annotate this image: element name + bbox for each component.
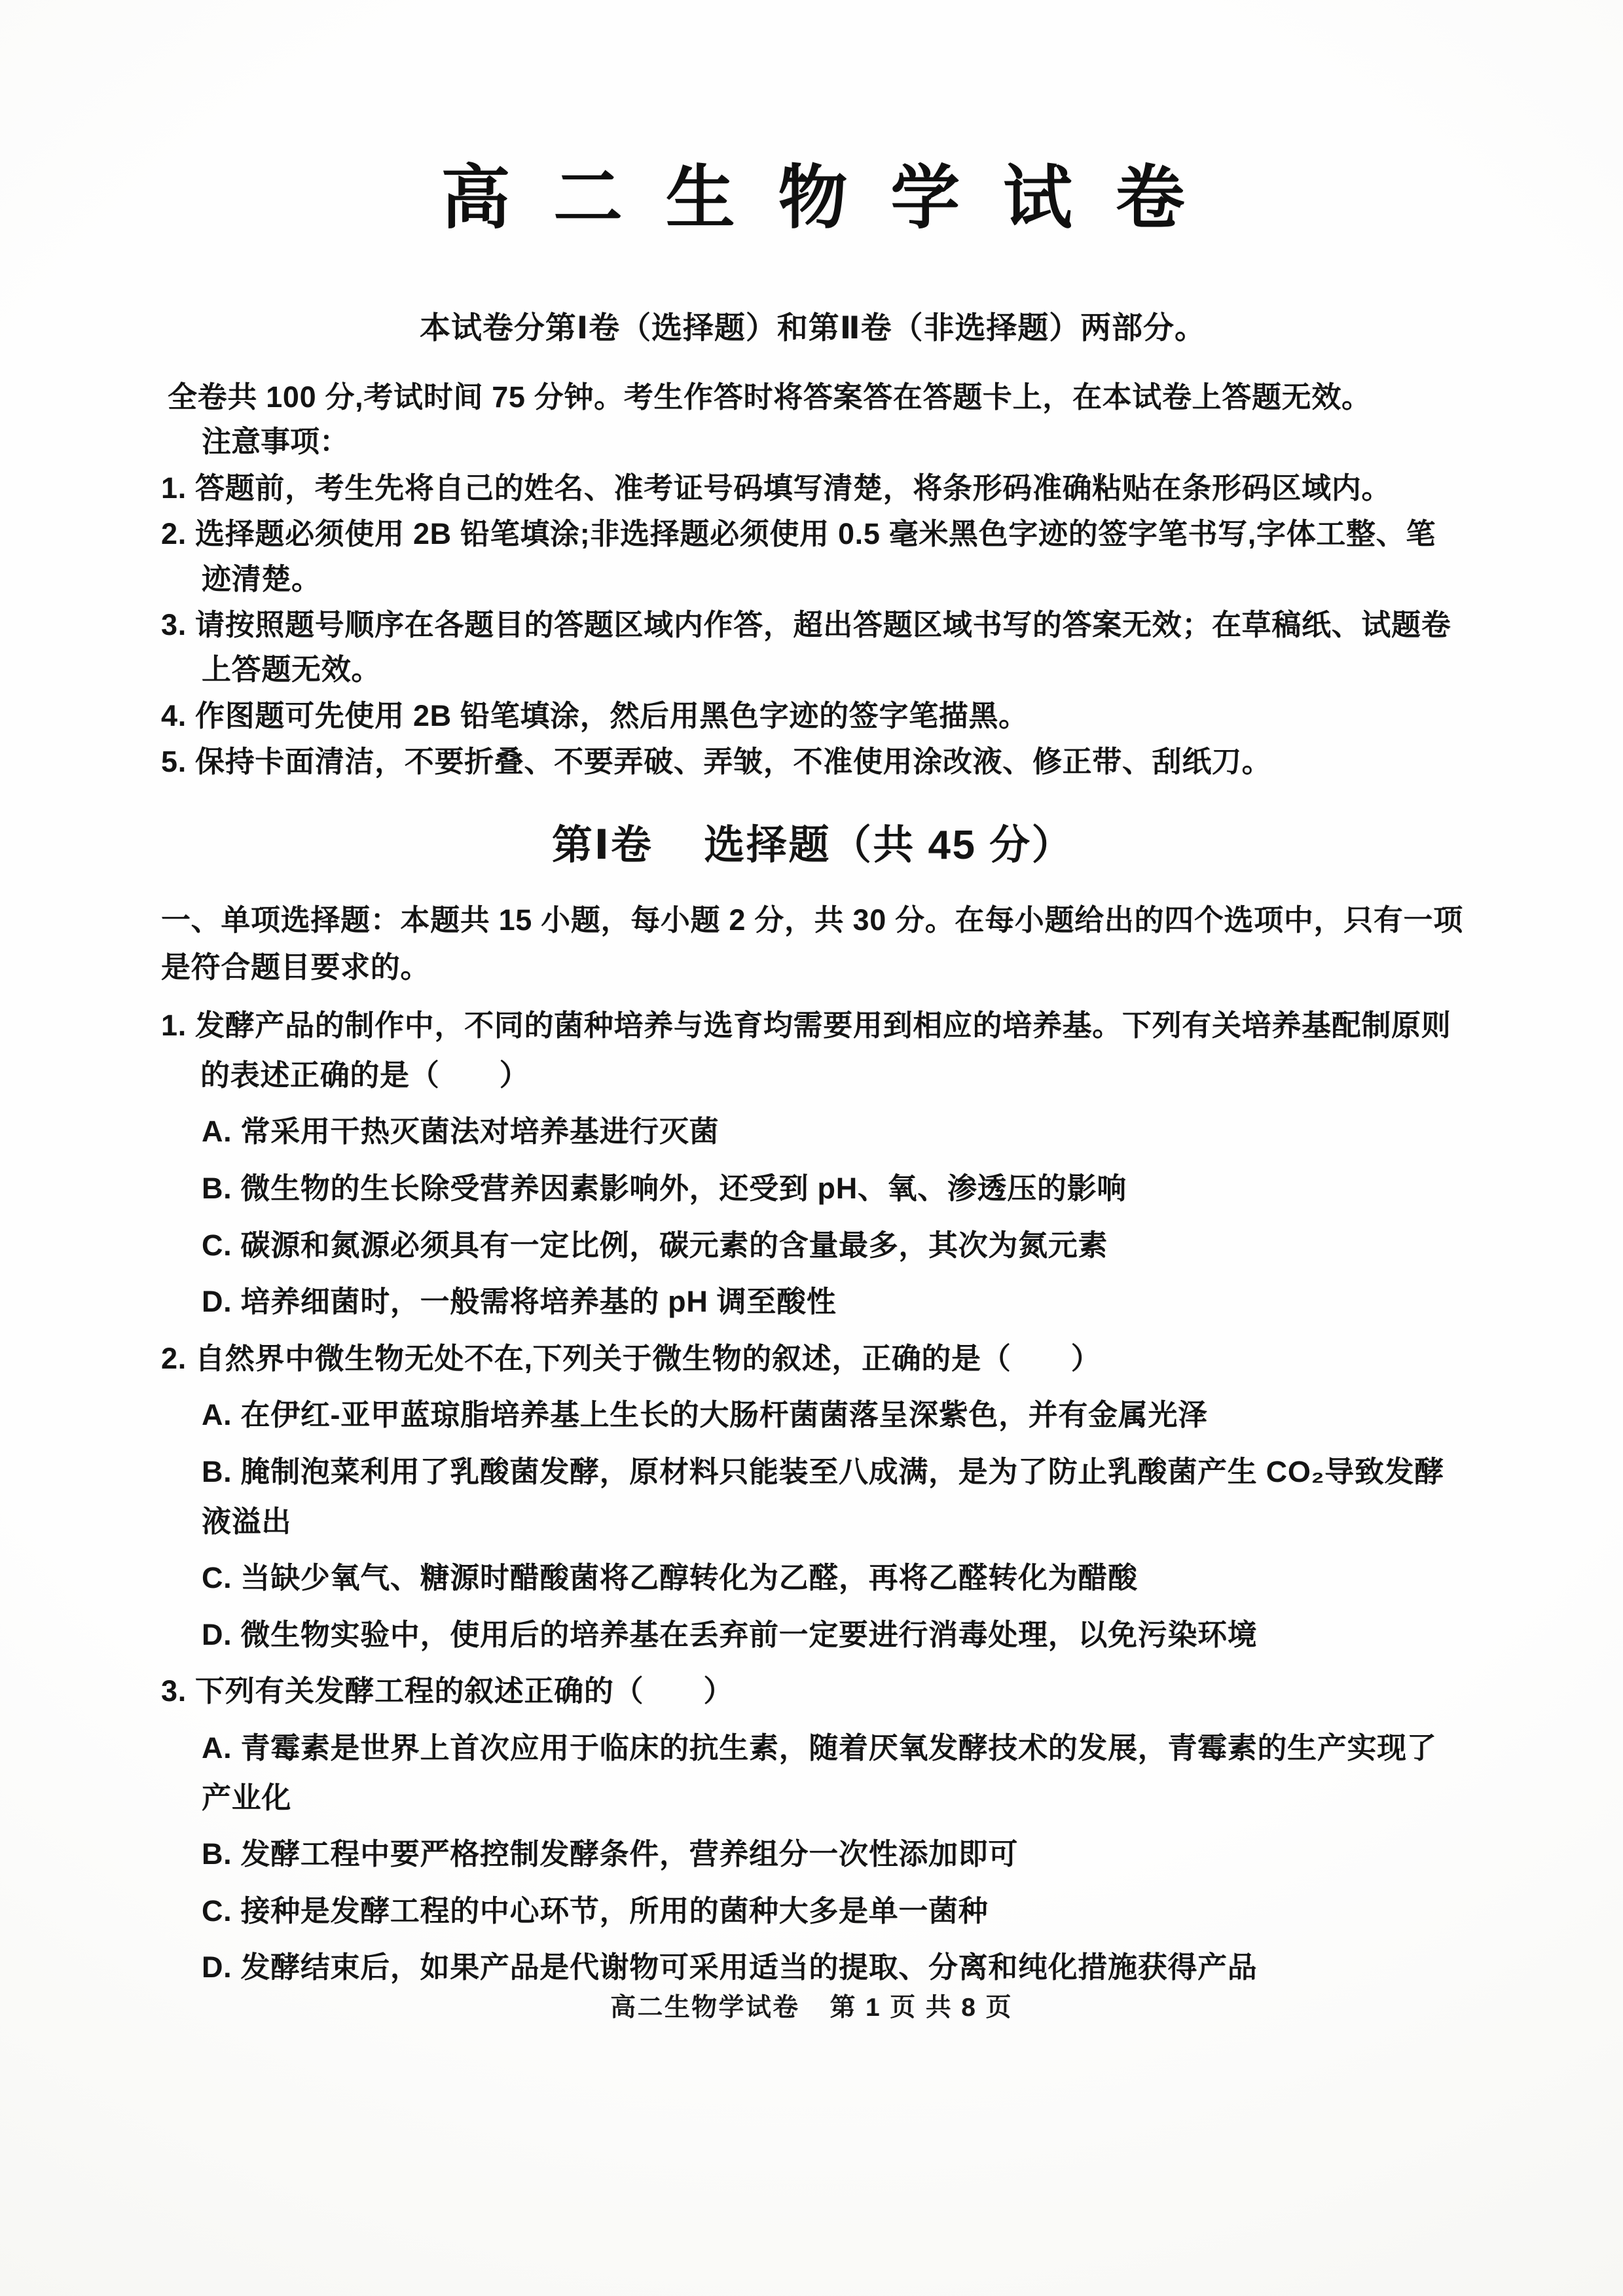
question-2-option-a: A. 在伊红-亚甲蓝琼脂培养基上生长的大肠杆菌菌落呈深紫色，并有金属光泽 <box>202 1398 1208 1432</box>
question-2-options <box>161 1390 1465 1659</box>
footer-page-info: 第 1 页 共 8 页 <box>830 1994 1013 2022</box>
note-item-2: 2. 选择题必须使用 2B 铅笔填涂;非选择题必须使用 0.5 毫米黑色字迹的签字笔书写,字体工整、笔迹清楚。 <box>161 517 1436 596</box>
question-3-option-b: B. 发酵工程中要严格控制发酵条件，营养组分一次性添加即可 <box>202 1837 1019 1871</box>
notes-title: 注意事项： <box>202 425 350 459</box>
question-3-option-c: C. 接种是发酵工程的中心环节，所用的菌种大多是单一菌种 <box>202 1893 989 1928</box>
question-1-option-d: D. 培养细菌时，一般需将培养基的 pH 调至酸性 <box>202 1285 837 1319</box>
question-2-stem: 2. 自然界中微生物无处不在,下列关于微生物的叙述，正确的是（ ） <box>161 1341 1101 1375</box>
note-item-5: 5. 保持卡面清洁，不要折叠、不要弄破、弄皱，不准使用涂改液、修正带、刮纸刀。 <box>161 745 1272 779</box>
question-3-option-a: A. 青霉素是世界上首次应用于临床的抗生素，随着厌氧发酵技术的发展，青霉素的生产实现了产业化 <box>202 1731 1437 1814</box>
question-3-stem: 3. 下列有关发酵工程的叙述正确的（ ） <box>161 1674 734 1708</box>
question-2 <box>161 1334 1465 1660</box>
question-3-options <box>161 1723 1465 1992</box>
section-1-volume-label: 第Ⅰ卷 <box>551 822 653 868</box>
question-1-options <box>161 1107 1465 1326</box>
question-1-stem: 1. 发酵产品的制作中，不同的菌种培养与选育均需要用到相应的培养基。下列有关培养基配制原则的表述正确的是（ ） <box>161 1009 1451 1092</box>
question-1 <box>161 1001 1465 1327</box>
section-1-name-label: 选择题（共 45 分） <box>704 822 1074 868</box>
note-item-3: 3. 请按照题号顺序在各题目的答题区域内作答，超出答题区域书写的答案无效；在草稿纸、试题卷上答题无效。 <box>161 607 1451 687</box>
exam-title: 高二生物学试卷 <box>441 160 1228 237</box>
question-1-option-a: A. 常采用干热灭菌法对培养基进行灭菌 <box>202 1115 720 1149</box>
exam-intro: 全卷共 100 分,考试时间 75 分钟。考生作答时将答案答在答题卡上，在本试卷上答题无效。 <box>168 380 1372 414</box>
question-1-option-b: B. 微生物的生长除受营养因素影响外，还受到 pH、氧、渗透压的影响 <box>202 1172 1127 1206</box>
notes-list <box>161 466 1465 785</box>
question-2-option-d: D. 微生物实验中，使用后的培养基在丢弃前一定要进行消毒处理，以免污染环境 <box>202 1617 1258 1651</box>
exam-subtitle: 本试卷分第Ⅰ卷（选择题）和第Ⅱ卷（非选择题）两部分。 <box>420 310 1206 345</box>
section-1-heading <box>161 812 1465 870</box>
section-1-intro: 一、单项选择题：本题共 15 小题，每小题 2 分，共 30 分。在每小题给出的四个选项中，只有一项是符合题目要求的。 <box>161 903 1463 984</box>
page-footer <box>0 1987 1623 2024</box>
question-2-option-c: C. 当缺少氧气、糖源时醋酸菌将乙醇转化为乙醛，再将乙醛转化为醋酸 <box>202 1561 1138 1595</box>
question-3 <box>161 1666 1465 1992</box>
note-item-1: 1. 答题前，考生先将自己的姓名、准考证号码填写清楚，将条形码准确粘贴在条形码区域内。 <box>161 471 1392 505</box>
note-item-4: 4. 作图题可先使用 2B 铅笔填涂，然后用黑色字迹的签字笔描黑。 <box>161 698 1029 732</box>
question-3-option-d: D. 发酵结束后，如果产品是代谢物可采用适当的提取、分离和纯化措施获得产品 <box>202 1950 1258 1984</box>
footer-doc-name: 高二生物学试卷 <box>610 1994 800 2022</box>
question-1-option-c: C. 碳源和氮源必须具有一定比例，碳元素的含量最多，其次为氮元素 <box>202 1228 1108 1262</box>
question-2-option-b: B. 腌制泡菜利用了乳酸菌发酵，原材料只能装至八成满，是为了防止乳酸菌产生 CO₂导致发酵液溢出 <box>202 1455 1444 1538</box>
